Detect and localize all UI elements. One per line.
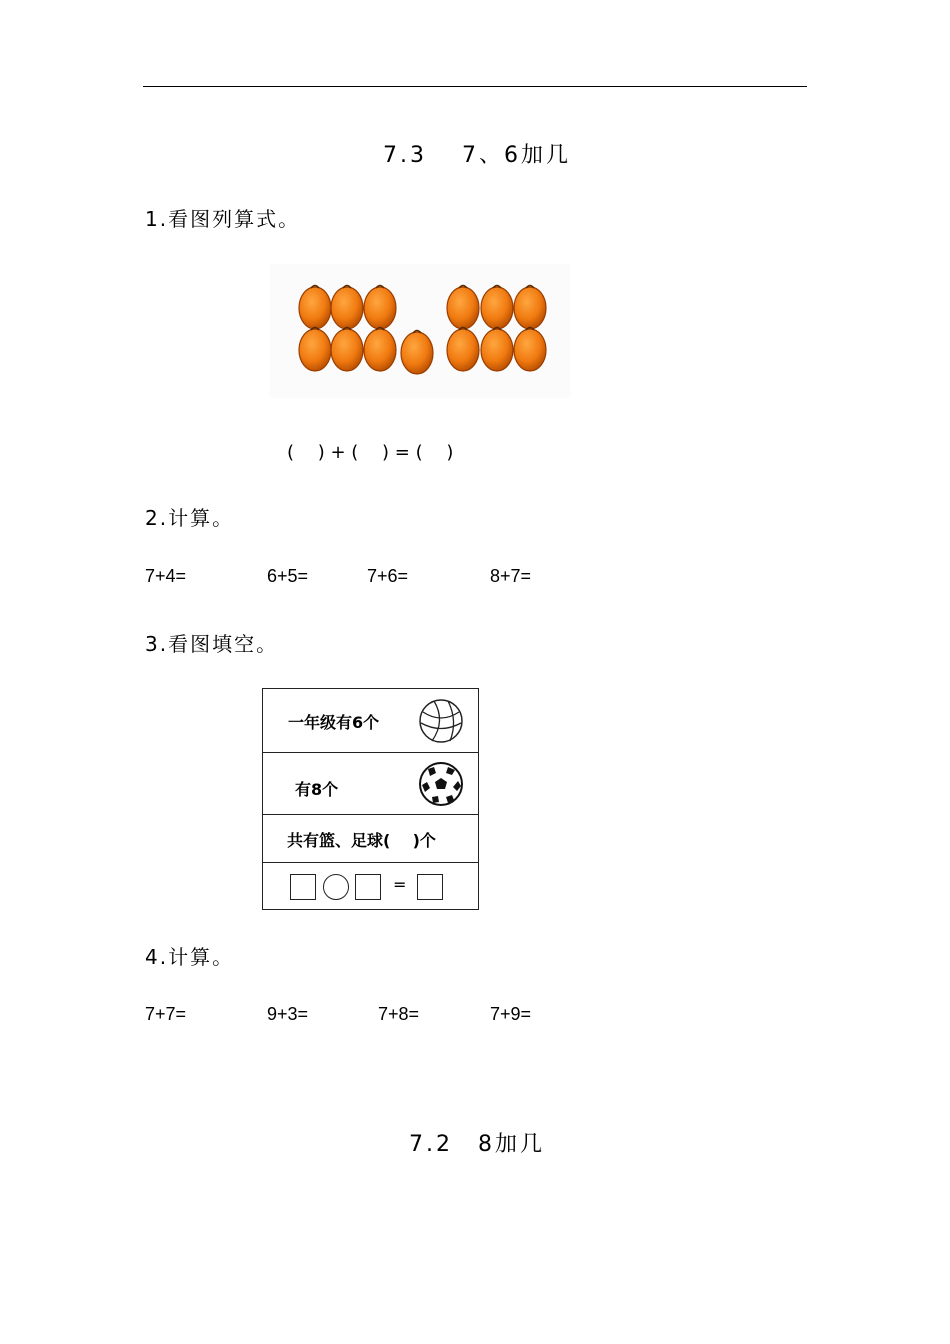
orange-icon	[401, 331, 433, 375]
orange-icon	[364, 328, 396, 372]
orange-icon	[447, 328, 479, 372]
q4-item: 7+9=	[490, 1004, 532, 1024]
question-1-formula: ( ) + ( ) = ( )	[287, 442, 454, 463]
orange-icon	[481, 328, 513, 372]
q4-item: 7+7=	[145, 1004, 187, 1024]
row3-text: 共有篮、足球( )个	[287, 831, 436, 850]
question-2-label: 2.计算。	[145, 506, 235, 530]
row2-text: 有8个	[295, 780, 339, 799]
orange-icon	[481, 286, 513, 330]
question-4-label: 4.计算。	[145, 945, 235, 969]
answer-box[interactable]	[290, 874, 316, 900]
q2-item: 7+4=	[145, 566, 187, 586]
orange-icon	[299, 328, 331, 372]
row-basketball	[263, 689, 478, 753]
q2-item: 6+5=	[267, 566, 309, 586]
orange-icon	[514, 328, 546, 372]
question-1-label: 1.看图列算式。	[145, 207, 301, 231]
row-soccer	[263, 753, 478, 815]
operator-circle[interactable]	[323, 874, 349, 900]
ball-problem-table	[262, 688, 479, 910]
question-3-label: 3.看图填空。	[145, 632, 279, 656]
equals-sign: =	[393, 875, 407, 894]
oranges-illustration	[270, 264, 570, 398]
q4-item: 9+3=	[267, 1004, 309, 1024]
orange-icon	[331, 286, 363, 330]
row-equation	[263, 863, 478, 909]
header-rule	[143, 86, 807, 87]
page-title: 7.3 7、6加几	[383, 143, 571, 168]
q2-item: 7+6=	[367, 566, 409, 586]
answer-box[interactable]	[355, 874, 381, 900]
oranges-image	[270, 264, 570, 398]
next-section-title: 7.2 8加几	[409, 1132, 545, 1157]
basketball-icon	[418, 698, 464, 744]
row1-text: 一年级有6个	[288, 713, 380, 732]
orange-icon	[447, 286, 479, 330]
row-total	[263, 815, 478, 863]
orange-icon	[299, 286, 331, 330]
orange-icon	[364, 286, 396, 330]
orange-icon	[331, 328, 363, 372]
answer-box[interactable]	[417, 874, 443, 900]
q2-item: 8+7=	[490, 566, 532, 586]
orange-icon	[514, 286, 546, 330]
soccer-ball-icon	[418, 761, 464, 807]
q4-item: 7+8=	[378, 1004, 420, 1024]
